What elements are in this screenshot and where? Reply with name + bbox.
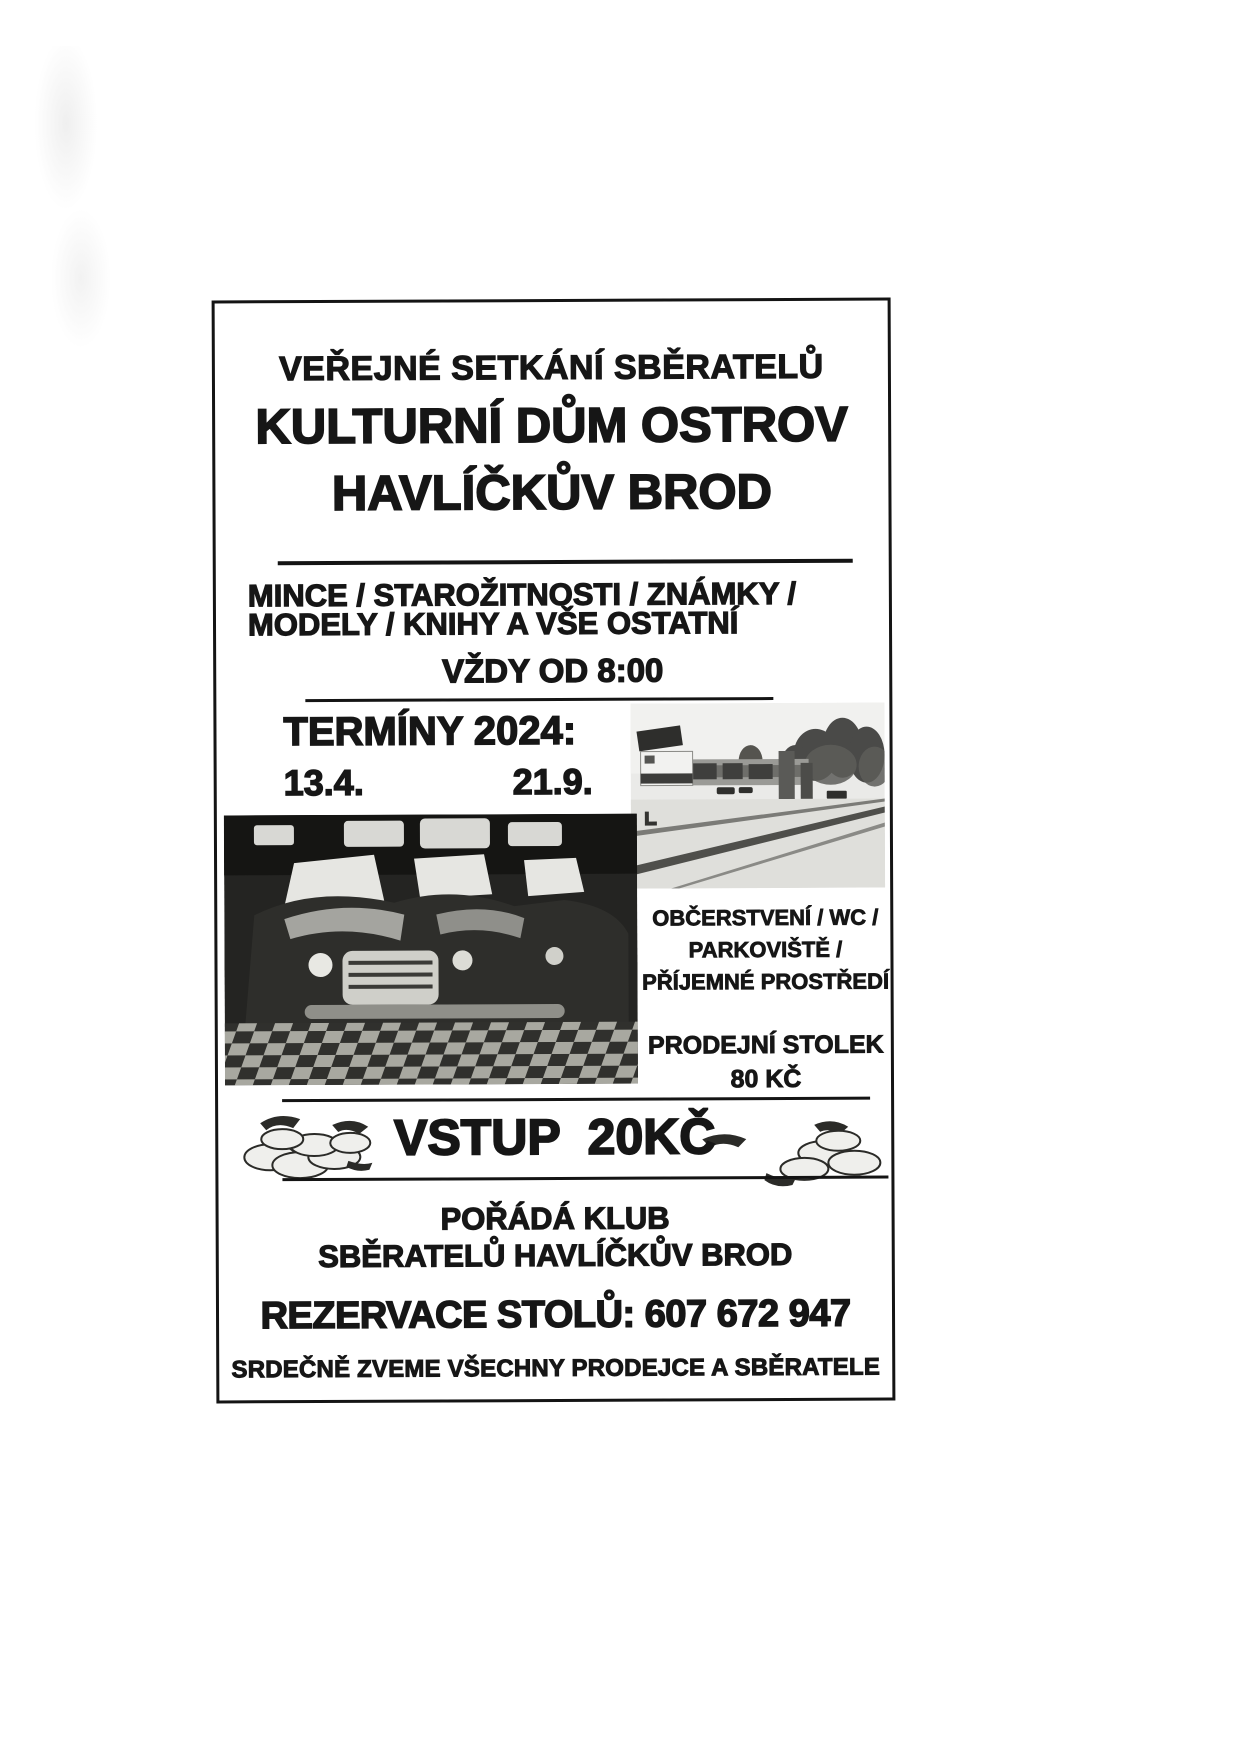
venue-building-photo <box>630 703 885 889</box>
selling-table-price: 80 KČ <box>730 1064 802 1094</box>
selling-table-text <box>642 1028 890 1097</box>
scanner-artifact <box>26 46 126 356</box>
amenities-line2: PARKOVIŠTĚ / <box>688 936 843 963</box>
divider-line <box>278 559 853 566</box>
amenities-line3: PŘÍJEMNÉ PROSTŘEDÍ <box>642 968 890 995</box>
selling-table-line1: PRODEJNÍ STOLEK <box>647 1030 884 1060</box>
amenities-text <box>641 902 889 999</box>
reservation-phone-text: REZERVACE STOLŮ: 607 672 947 <box>260 1292 851 1338</box>
vintage-cars-photo-image <box>224 814 638 1086</box>
amenities-line1: OBČERSTVENÍ / WC / <box>652 904 879 931</box>
event-date: 21.9. <box>512 760 593 803</box>
poster-frame <box>212 298 896 1404</box>
entry-fee-text: VSTUP 20KČ <box>393 1108 716 1166</box>
organizer-line2: SBĚRATELŮ HAVLÍČKŮV BROD <box>318 1236 793 1275</box>
poster-title: VEŘEJNÉ SETKÁNÍ SBĚRATELŮ <box>279 347 824 389</box>
categories-text <box>247 575 868 643</box>
vintage-cars-photo <box>224 814 638 1086</box>
categories-line2: MODELY / KNIHY A VŠE OSTATNÍ <box>247 605 739 643</box>
categories-line1: MINCE / STAROŽITNOSTI / ZNÁMKY / <box>247 575 797 614</box>
organizer-text <box>219 1199 892 1276</box>
venue-name-line2: HAVLÍČKŮV BROD <box>331 465 773 521</box>
event-date: 13.4. <box>283 761 364 804</box>
venue-name-line1: KULTURNÍ DŮM OSTROV <box>255 397 849 455</box>
closing-invitation-text: SRDEČNĚ ZVEME VŠECHNY PRODEJCE A SBĚRATELE <box>231 1353 881 1384</box>
dates-heading: TERMÍNY 2024: <box>283 708 577 755</box>
divider-line <box>305 697 773 702</box>
organizer-line1: POŘÁDÁ KLUB <box>440 1200 670 1237</box>
divider-line <box>282 1097 870 1103</box>
start-time-text: VŽDY OD 8:00 <box>441 651 664 690</box>
venue-building-photo-image <box>630 703 885 889</box>
